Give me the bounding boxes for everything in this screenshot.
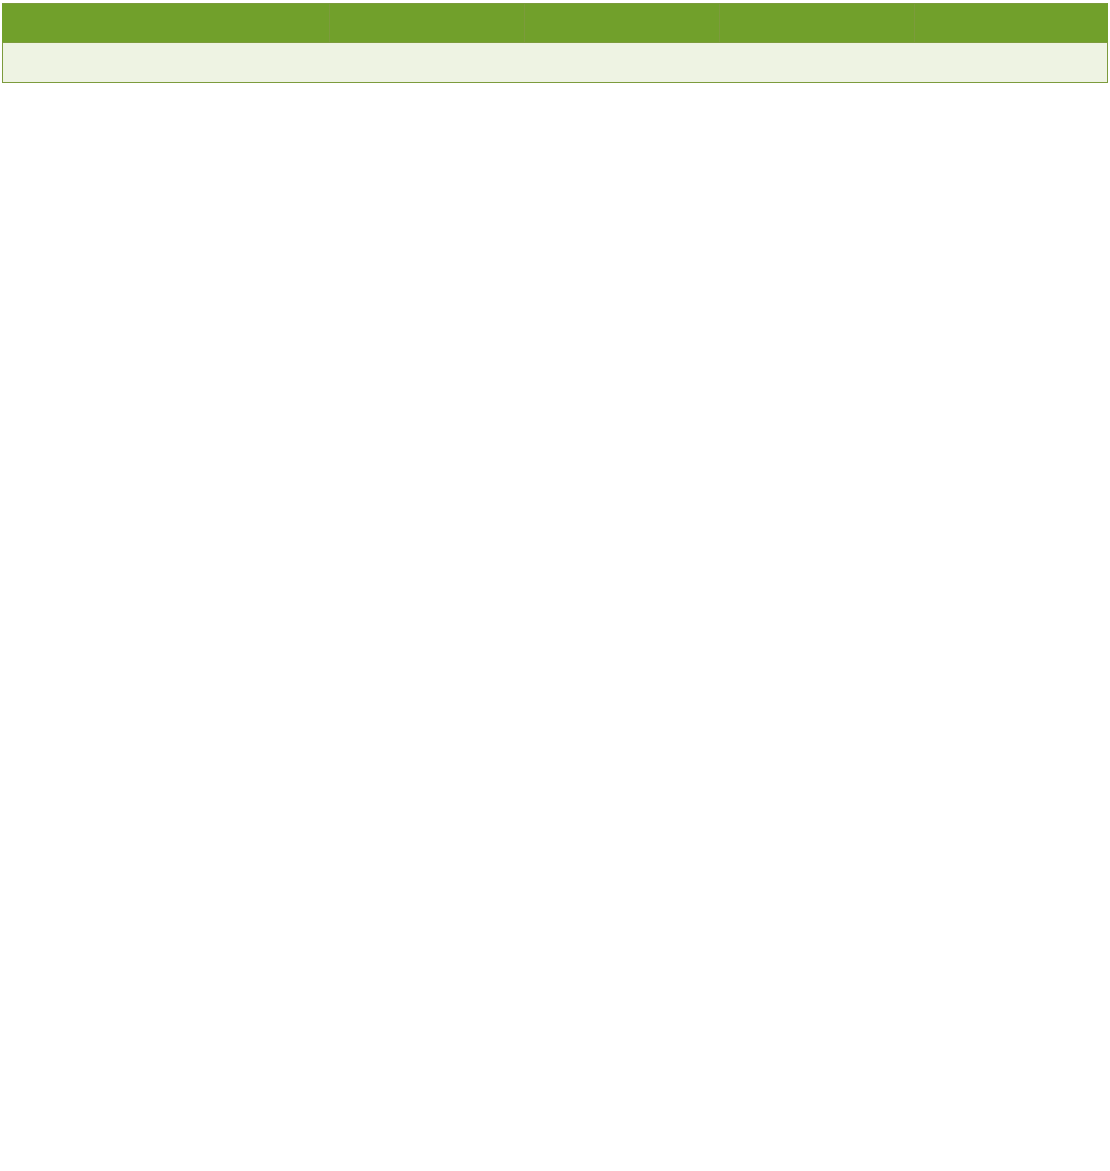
section-title: [3, 43, 1108, 83]
header-year-2025: [915, 4, 1108, 43]
header-year-2024: [720, 4, 915, 43]
header-cell-label: [3, 4, 330, 43]
section-block: [3, 43, 1108, 83]
section-row: [3, 43, 1108, 83]
header-year-2023: [525, 4, 720, 43]
header-cell-unit: [330, 4, 525, 43]
header-row: [3, 4, 1108, 43]
feed-analysis-table: [2, 3, 1108, 83]
